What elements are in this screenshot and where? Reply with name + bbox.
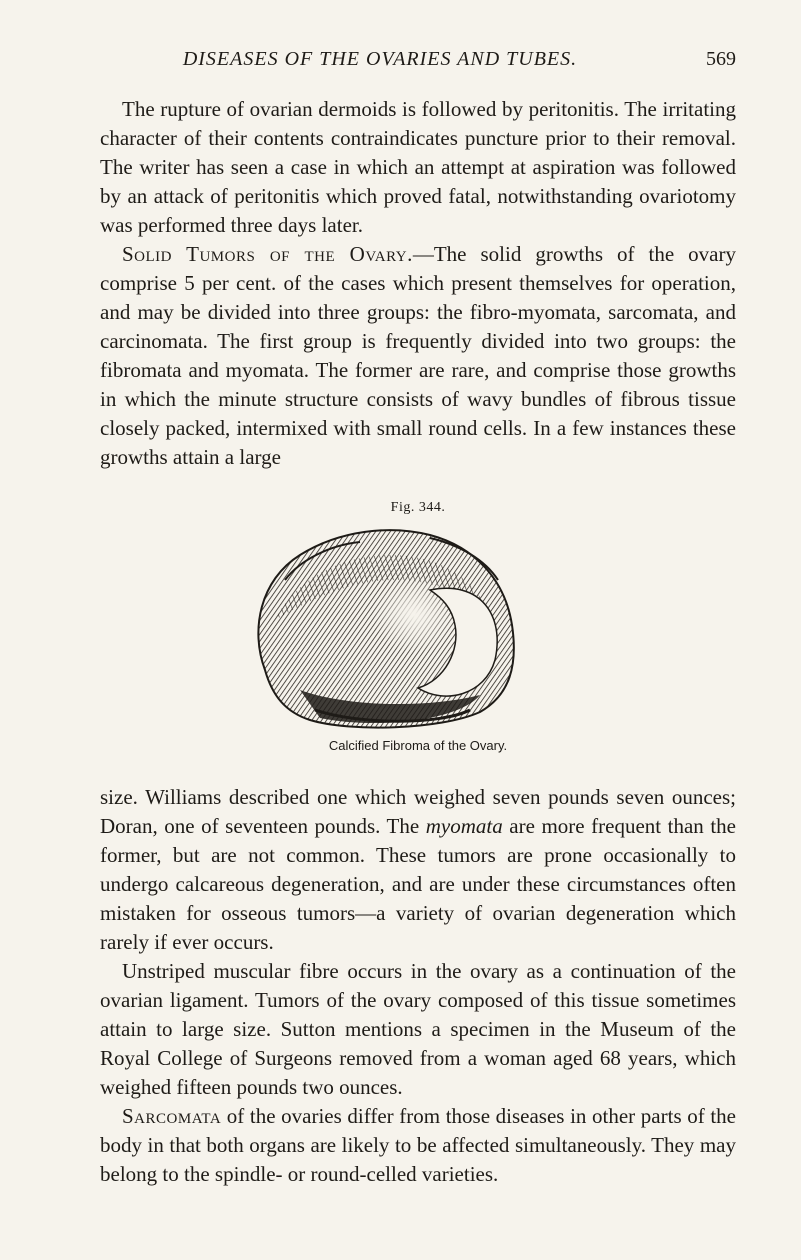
figure-label: Fig. 344. [390,500,446,515]
paragraph-dermoid-rupture: The rupture of ovarian dermoids is followed by peritonitis. The irritating character of their contents contraindicates puncture prior to their removal. The writer has seen a case in which an attempt at aspiration was followed by an attack of peritonitis which proved fatal, notwithstanding ovariotomy was performed three days later. [100,97,736,237]
figure-344 [100,500,736,775]
paragraph-solid-tumors [100,240,736,472]
paragraph-sarcomata-body: of the ovaries differ from those diseases in other parts of the body in that both organs are likely to be affected simultaneously. They may belong to the spindle- or round-celled varieties. [100,1104,736,1186]
section-heading-solid-tumors: Solid Tumors of the Ovary. [122,242,413,266]
paragraph-myomata [100,783,736,957]
paragraph-myomata-part-a: size. Williams described one which weighed seven pounds seven ounces; Doran, one of seventeen pounds. The [100,785,736,838]
fibroma-mass [258,530,513,727]
paragraph-myomata-part-b: are more frequent than the former, but are not common. These tumors are prone occasionally to undergo calcareous degeneration, and are under these circumstances often mistaken for osseous tumors—a variety of ovarian degeneration which rarely if ever occurs. [100,814,736,954]
term-myomata: myomata [425,814,503,838]
paragraph-solid-tumors-body: —The solid growths of the ovary comprise 5 per cent. of the cases which present themselves for operation, and may be divided into three groups: the fibro-myomata, sarcomata, and carcinomata. The first group is frequently divided into two groups: the fibromata and myomata. The former are rare, and comprise those growths in which the minute structure consists of wavy bundles of fibrous tissue closely packed, intermixed with small round cells. In a few instances these growths attain a large [100,242,736,469]
running-title: DISEASES OF THE OVARIES AND TUBES. [182,48,578,70]
figure-caption: Calcified Fibroma of the Ovary. [328,738,508,753]
paragraph-unstriped-muscle: Unstriped muscular fibre occurs in the ovary as a continuation of the ovarian ligament. Tumors of the ovary composed of this tissue sometimes attain to large size. Sutton mentions a specimen in the Museum of the Royal College of Surgeons removed from a woman aged 68 years, which weighed fifteen pounds two ounces. [100,959,736,1099]
section-heading-sarcomata: Sarcomata [122,1104,222,1128]
text-block-upper [100,95,736,472]
paragraph-sarcomata [100,1102,736,1189]
text-block-lower [100,783,736,1189]
page-header [100,48,736,80]
calcified-fibroma-illustration [100,520,736,735]
page-number: 569 [706,48,736,70]
